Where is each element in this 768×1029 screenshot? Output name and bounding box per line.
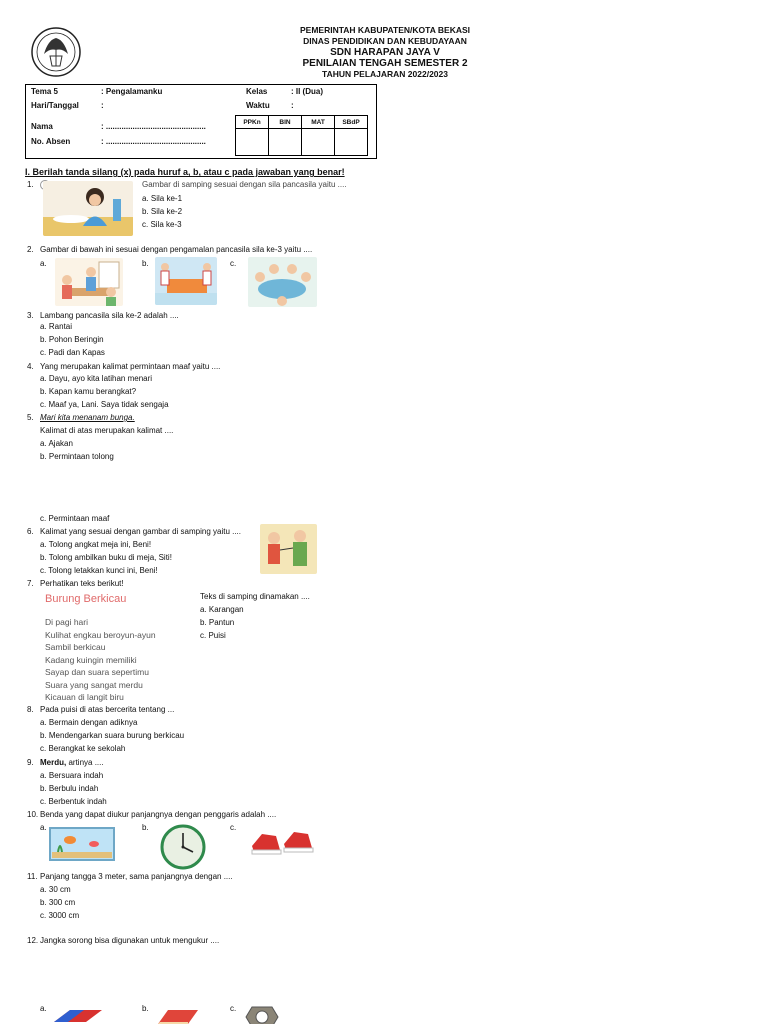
q12-picture-eraser [50,1004,106,1024]
q2-option-c[interactable]: c. [230,259,237,268]
q1-number: 1. [27,180,34,189]
q5-number: 5. [27,413,34,422]
q12-picture-book [152,1006,200,1024]
q1-picture-girl-eating [43,181,133,236]
q9-option-a[interactable]: a. Bersuara indah [40,771,104,780]
q6-option-b[interactable]: b. Tolong ambilkan buku di meja, Siti! [40,553,172,562]
score-header-bin: BIN [269,116,302,129]
q2-picture-a [55,258,123,306]
score-cell-bin[interactable] [269,129,302,156]
kelas-label: Kelas [246,87,268,96]
score-header-mat: MAT [302,116,335,129]
q4-option-a[interactable]: a. Dayu, ayo kita latihan menari [40,374,153,383]
poem-line: Sambil berkicau [45,642,106,652]
tema-label: Tema 5 [31,87,58,96]
score-cell-ppkn[interactable] [236,129,269,156]
poem-line: Sayap dan suara sepertimu [45,667,149,677]
q8-text: Pada puisi di atas bercerita tentang ... [40,705,175,714]
q5-option-b[interactable]: b. Permintaan tolong [40,452,114,461]
q9-option-b[interactable]: b. Berbulu indah [40,784,99,793]
q4-text: Yang merupakan kalimat permintaan maaf yaitu .... [40,362,221,371]
poem-line: Kadang kuingin memiliki [45,654,137,665]
q3-number: 3. [27,311,34,320]
q10-option-c[interactable]: c. [230,823,237,832]
q2-picture-c [248,257,317,307]
q11-option-b[interactable]: b. 300 cm [40,898,76,907]
q10-picture-clock [160,824,206,870]
q8-option-a[interactable]: a. Bermain dengan adiknya [40,718,138,727]
q7-option-b[interactable]: b. Pantun [200,618,235,627]
q2-number: 2. [27,245,34,254]
q6-text: Kalimat yang sesuai dengan gambar di samping yaitu .... [40,527,242,536]
q11-option-c[interactable]: c. 3000 cm [40,911,80,920]
poem-line: Kicauan di langit biru [45,692,124,702]
q1-option-a[interactable]: a. Sila ke-1 [142,194,183,203]
score-header-ppkn: PPKn [236,116,269,129]
poem-title: Burung Berkicau [45,593,127,605]
absen-label: No. Absen [31,137,71,146]
q8-option-b[interactable]: b. Mendengarkan suara burung berkicau [40,731,185,740]
poem-line: Di pagi hari [45,617,88,627]
section-instruction: I. Berilah tanda silang (x) pada huruf a, b, atau c pada jawaban yang benar! [25,167,345,177]
header-line-1: PEMERINTAH KABUPATEN/KOTA BEKASI [300,25,470,35]
q9-keyword: Merdu, [40,758,67,767]
nama-field[interactable]: : ............................................. [101,122,206,131]
q4-option-c[interactable]: c. Maaf ya, Lani. Saya tidak sengaja [40,400,169,409]
q4-number: 4. [27,362,34,371]
q6-option-a[interactable]: a. Tolong angkat meja ini, Beni! [40,540,152,549]
score-header-sbdp: SBdP [335,116,368,129]
q8-number: 8. [27,705,34,714]
q9-option-c[interactable]: c. Berbentuk indah [40,797,107,806]
header-line-2: DINAS PENDIDIKAN DAN KEBUDAYAAN [303,36,467,46]
q5-quote: Mari kita menanam bunga. [40,413,135,422]
q5-option-a[interactable]: a. Ajakan [40,439,73,448]
q2-picture-b [155,257,217,305]
poem-line: Suara yang sangat merdu [45,679,143,690]
q12-option-a[interactable]: a. [40,1004,47,1013]
q1-option-b[interactable]: b. Sila ke-2 [142,207,183,216]
header-exam: PENILAIAN TENGAH SEMESTER 2 [302,58,468,69]
tut-wuri-logo [30,26,82,78]
q10-number: 10. [27,810,39,819]
waktu-value: : [291,101,294,110]
tema-value: : Pengalamanku [101,87,163,96]
q2-option-a[interactable]: a. [40,259,47,268]
q9-number: 9. [27,758,34,767]
score-cell-sbdp[interactable] [335,129,368,156]
q3-text: Lambang pancasila sila ke-2 adalah .... [40,311,179,320]
poem-body [45,616,156,704]
q12-text: Jangka sorong bisa digunakan untuk mengukur .... [40,936,220,945]
student-info-box [25,84,377,159]
kelas-value: : II (Dua) [291,87,323,96]
q9-text: artinya .... [66,758,104,767]
q11-text: Panjang tangga 3 meter, sama panjangnya dengan .... [40,872,233,881]
q7-number: 7. [27,579,34,588]
q10-text: Benda yang dapat diukur panjangnya dengan penggaris adalah .... [40,810,277,819]
q6-option-c[interactable]: c. Tolong letakkan kunci ini, Beni! [40,566,158,575]
score-table [235,115,368,156]
header-year: TAHUN PELAJARAN 2022/2023 [322,69,448,79]
q5-option-c[interactable]: c. Permintaan maaf [40,514,110,523]
q8-option-c[interactable]: c. Berangkat ke sekolah [40,744,126,753]
q10-picture-aquarium [48,824,116,864]
q3-option-b[interactable]: b. Pohon Beringin [40,335,104,344]
q1-option-c[interactable]: c. Sila ke-3 [142,220,182,229]
nama-label: Nama [31,122,53,131]
q2-option-b[interactable]: b. [142,259,149,268]
q11-option-a[interactable]: a. 30 cm [40,885,71,894]
q6-picture-boys-key [260,524,317,574]
q5-text: Kalimat di atas merupakan kalimat .... [40,426,174,435]
q2-text: Gambar di bawah ini sesuai dengan pengamalan pancasila sila ke-3 yaitu .... [40,245,313,254]
q1-text: Gambar di samping sesuai dengan sila pancasila yaitu .... [142,180,347,189]
q3-option-c[interactable]: c. Padi dan Kapas [40,348,105,357]
q11-number: 11. [27,872,38,881]
q10-option-a[interactable]: a. [40,823,47,832]
q12-option-b[interactable]: b. [142,1004,149,1013]
q7-text: Perhatikan teks berikut! [40,579,124,588]
score-cell-mat[interactable] [302,129,335,156]
q10-picture-shoes [248,826,316,860]
q12-number: 12. [27,936,39,945]
absen-field[interactable]: : ............................................. [101,137,206,146]
q7-option-c[interactable]: c. Puisi [200,631,226,640]
q9-question [40,758,104,768]
q6-number: 6. [27,527,34,536]
hari-value: : [101,101,104,110]
poem-line: Kulihat engkau beroyun-ayun [45,629,156,640]
q12-option-c[interactable]: c. [230,1004,237,1013]
q7-option-a[interactable]: a. Karangan [200,605,244,614]
waktu-label: Waktu [246,101,270,110]
q12-picture-nut [244,1003,280,1024]
document-header [270,25,500,80]
q10-option-b[interactable]: b. [142,823,149,832]
q7-side-text: Teks di samping dinamakan .... [200,592,310,601]
header-school: SDN HARAPAN JAYA V [330,47,440,58]
q4-option-b[interactable]: b. Kapan kamu berangkat? [40,387,137,396]
q3-option-a[interactable]: a. Rantai [40,322,73,331]
hari-label: Hari/Tanggal [31,101,79,110]
